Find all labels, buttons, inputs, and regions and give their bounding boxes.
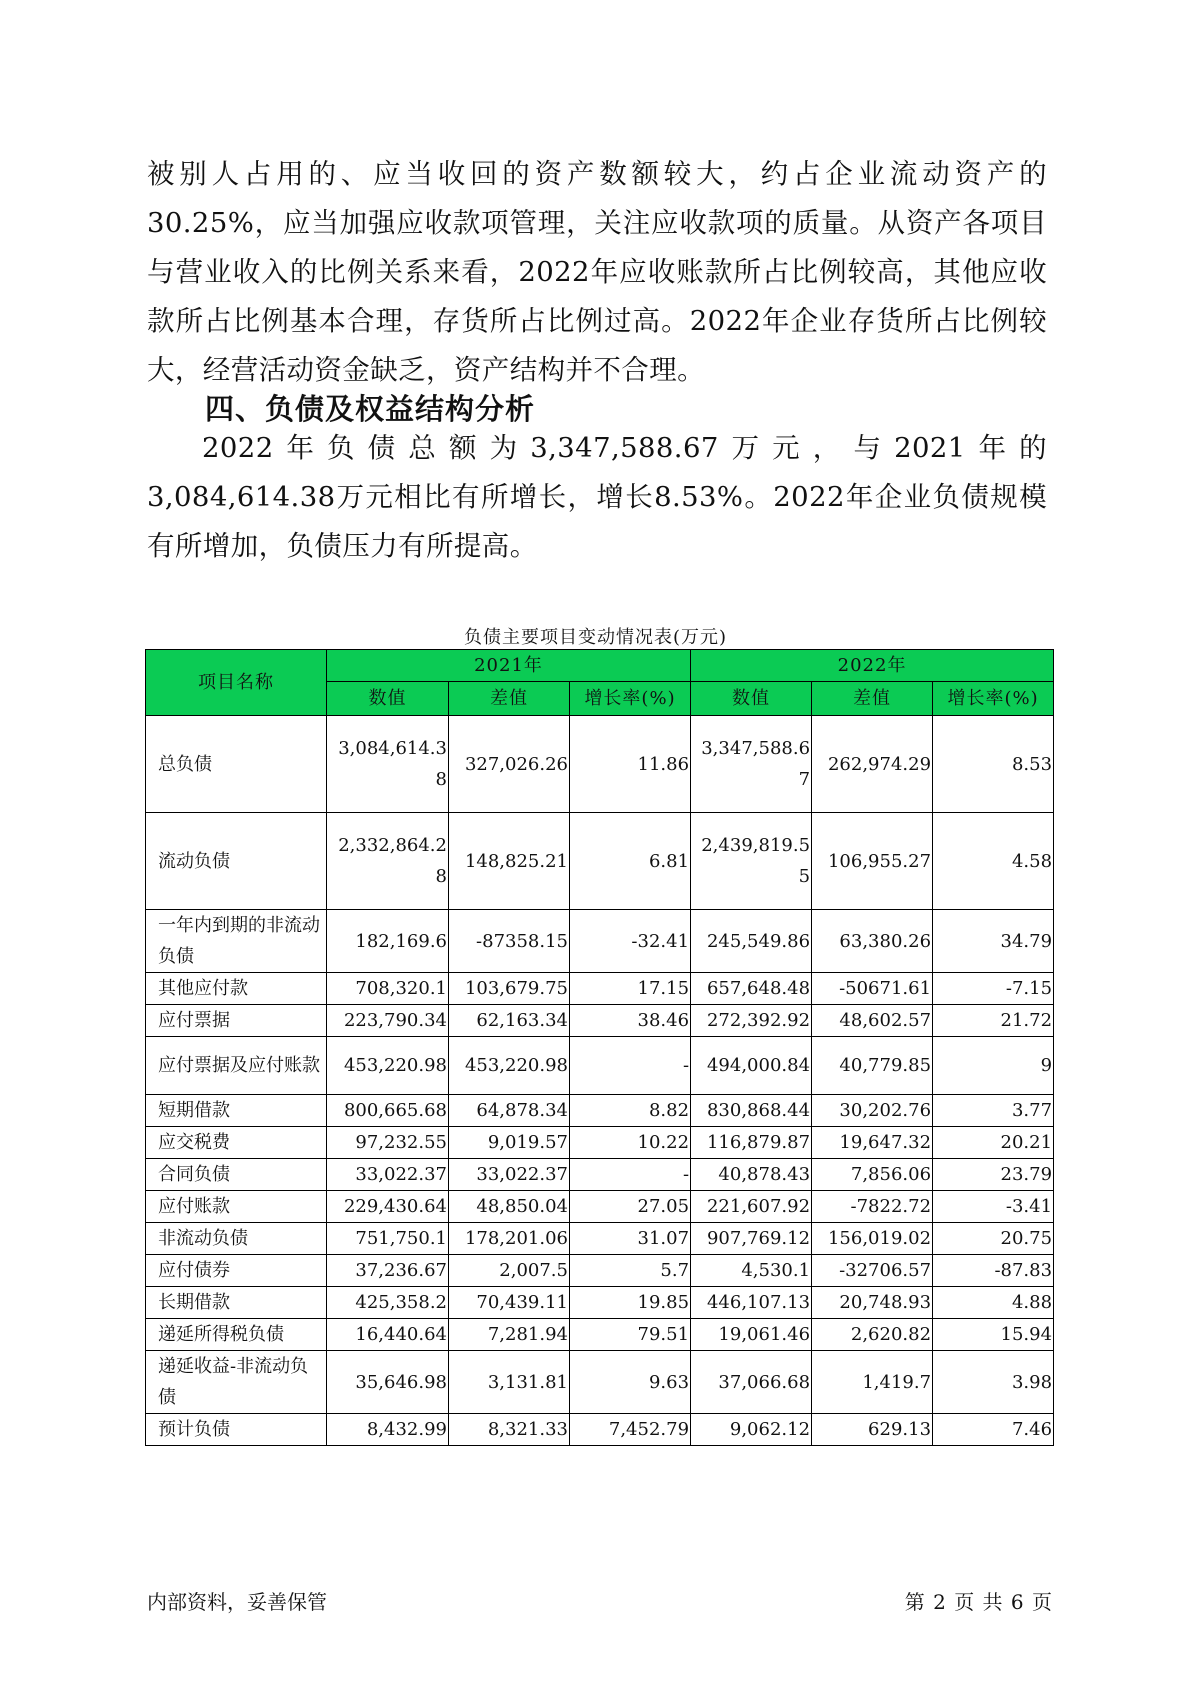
cell-diff-2021: 178,201.06 (449, 1223, 570, 1255)
cell-diff-2022: 2,620.82 (812, 1319, 933, 1351)
cell-value-2021: 37,236.67 (327, 1255, 449, 1287)
cell-value-2021: 223,790.34 (327, 1005, 449, 1037)
header-row-years (146, 650, 1054, 682)
header-value-2022: 数值 (691, 682, 812, 716)
cell-diff-2022: 20,748.93 (812, 1287, 933, 1319)
table-row (146, 1319, 1054, 1351)
table-body (146, 716, 1054, 1446)
cell-growth-2021: 19.85 (570, 1287, 691, 1319)
table-caption: 负债主要项目变动情况表(万元) (463, 627, 728, 648)
cell-growth-2022: -3.41 (933, 1191, 1054, 1223)
cell-value-2022: 446,107.13 (691, 1287, 812, 1319)
cell-diff-2022: 629.13 (812, 1414, 933, 1446)
cell-value-2021: 800,665.68 (327, 1095, 449, 1127)
footer-page-number: 第 2 页 共 6 页 (904, 1590, 1053, 1614)
cell-growth-2022: 3.77 (933, 1095, 1054, 1127)
cell-growth-2021: 9.63 (570, 1351, 691, 1414)
cell-diff-2021: 327,026.26 (449, 716, 570, 813)
cell-diff-2021: 33,022.37 (449, 1159, 570, 1191)
cell-value-2022: 830,868.44 (691, 1095, 812, 1127)
header-diff-2022: 差值 (812, 682, 933, 716)
row-item-name: 非流动负债 (146, 1223, 327, 1255)
cell-diff-2021: 62,163.34 (449, 1005, 570, 1037)
cell-growth-2021: - (570, 1159, 691, 1191)
cell-diff-2022: 156,019.02 (812, 1223, 933, 1255)
cell-value-2022: 221,607.92 (691, 1191, 812, 1223)
row-item-name: 递延所得税负债 (146, 1319, 327, 1351)
row-item-name: 递延收益-非流动负债 (146, 1351, 327, 1414)
table-row (146, 1127, 1054, 1159)
header-year-2022: 2022年 (691, 650, 1054, 682)
cell-growth-2022: 3.98 (933, 1351, 1054, 1414)
cell-value-2022: 9,062.12 (691, 1414, 812, 1446)
cell-growth-2022: 20.75 (933, 1223, 1054, 1255)
table-row (146, 1005, 1054, 1037)
cell-diff-2022: 19,647.32 (812, 1127, 933, 1159)
row-item-name: 流动负债 (146, 813, 327, 910)
cell-growth-2021: 8.82 (570, 1095, 691, 1127)
row-item-name: 应付票据及应付账款 (146, 1037, 327, 1095)
cell-value-2021: 453,220.98 (327, 1037, 449, 1095)
cell-growth-2022: -87.83 (933, 1255, 1054, 1287)
row-item-name: 总负债 (146, 716, 327, 813)
cell-value-2022: 37,066.68 (691, 1351, 812, 1414)
cell-value-2022: 19,061.46 (691, 1319, 812, 1351)
row-item-name: 应付票据 (146, 1005, 327, 1037)
row-item-name: 长期借款 (146, 1287, 327, 1319)
cell-diff-2022: -7822.72 (812, 1191, 933, 1223)
cell-growth-2022: 4.88 (933, 1287, 1054, 1319)
cell-value-2022: 494,000.84 (691, 1037, 812, 1095)
cell-diff-2022: 63,380.26 (812, 910, 933, 973)
table-row (146, 813, 1054, 910)
cell-value-2021: 97,232.55 (327, 1127, 449, 1159)
cell-diff-2021: 103,679.75 (449, 973, 570, 1005)
table-row (146, 1351, 1054, 1414)
cell-value-2022: 657,648.48 (691, 973, 812, 1005)
cell-growth-2021: 10.22 (570, 1127, 691, 1159)
table-row (146, 1095, 1054, 1127)
cell-growth-2022: 23.79 (933, 1159, 1054, 1191)
cell-value-2022: 4,530.1 (691, 1255, 812, 1287)
paragraph-asset-structure: 被别人占用的、应当收回的资产数额较大，约占企业流动资产的30.25%，应当加强应收款项管理，关注应收款项的质量。从资产各项目与营业收入的比例关系来看，2022年应收账款所占比例较高，其他应收款所占比例基本合理，存货所占比例过高。2022年企业存货所占比例较大，经营活动资金缺乏，资产结构并不合理。 (147, 158, 1047, 386)
cell-value-2022: 272,392.92 (691, 1005, 812, 1037)
table-row (146, 1414, 1054, 1446)
cell-growth-2022: 20.21 (933, 1127, 1054, 1159)
row-item-name: 预计负债 (146, 1414, 327, 1446)
cell-growth-2021: 11.86 (570, 716, 691, 813)
row-item-name: 应付账款 (146, 1191, 327, 1223)
cell-diff-2022: 30,202.76 (812, 1095, 933, 1127)
row-item-name: 其他应付款 (146, 973, 327, 1005)
footer-confidential-note: 内部资料，妥善保管 (147, 1590, 327, 1614)
cell-value-2022: 245,549.86 (691, 910, 812, 973)
cell-growth-2022: 7.46 (933, 1414, 1054, 1446)
cell-value-2022: 907,769.12 (691, 1223, 812, 1255)
cell-growth-2021: 79.51 (570, 1319, 691, 1351)
table-row (146, 1223, 1054, 1255)
cell-value-2022: 40,878.43 (691, 1159, 812, 1191)
cell-growth-2021: 5.7 (570, 1255, 691, 1287)
cell-growth-2022: -7.15 (933, 973, 1054, 1005)
cell-value-2021: 751,750.1 (327, 1223, 449, 1255)
cell-diff-2021: 64,878.34 (449, 1095, 570, 1127)
cell-value-2022: 3,347,588.67 (691, 716, 812, 813)
cell-diff-2022: 1,419.7 (812, 1351, 933, 1414)
cell-value-2021: 16,440.64 (327, 1319, 449, 1351)
cell-value-2021: 33,022.37 (327, 1159, 449, 1191)
cell-value-2021: 425,358.2 (327, 1287, 449, 1319)
cell-value-2022: 116,879.87 (691, 1127, 812, 1159)
cell-value-2021: 3,084,614.38 (327, 716, 449, 813)
cell-diff-2022: 40,779.85 (812, 1037, 933, 1095)
cell-value-2021: 229,430.64 (327, 1191, 449, 1223)
cell-diff-2021: 453,220.98 (449, 1037, 570, 1095)
cell-diff-2021: 8,321.33 (449, 1414, 570, 1446)
header-growth-2021: 增长率(%) (570, 682, 691, 716)
cell-growth-2021: 7,452.79 (570, 1414, 691, 1446)
cell-value-2021: 182,169.6 (327, 910, 449, 973)
cell-diff-2021: -87358.15 (449, 910, 570, 973)
cell-value-2021: 2,332,864.28 (327, 813, 449, 910)
cell-growth-2021: 6.81 (570, 813, 691, 910)
cell-value-2021: 35,646.98 (327, 1351, 449, 1414)
cell-diff-2021: 48,850.04 (449, 1191, 570, 1223)
cell-diff-2022: 7,856.06 (812, 1159, 933, 1191)
row-item-name: 应付债券 (146, 1255, 327, 1287)
table-row (146, 1191, 1054, 1223)
section-heading: 四、负债及权益结构分析 (205, 392, 536, 426)
cell-growth-2022: 4.58 (933, 813, 1054, 910)
row-item-name: 一年内到期的非流动负债 (146, 910, 327, 973)
cell-growth-2021: - (570, 1037, 691, 1095)
cell-growth-2022: 15.94 (933, 1319, 1054, 1351)
cell-diff-2021: 70,439.11 (449, 1287, 570, 1319)
paragraph-liability-summary: 2022年负债总额为3,347,588.67万元，与2021年的3,084,614.38万元相比有所增长，增长8.53%。2022年企业负债规模有所增加，负债压力有所提高。 (147, 432, 1047, 562)
cell-diff-2021: 7,281.94 (449, 1319, 570, 1351)
table-row (146, 1255, 1054, 1287)
cell-growth-2022: 9 (933, 1037, 1054, 1095)
cell-growth-2021: -32.41 (570, 910, 691, 973)
header-year-2021: 2021年 (327, 650, 691, 682)
liability-table (145, 649, 1054, 1446)
cell-diff-2022: 48,602.57 (812, 1005, 933, 1037)
header-item-name: 项目名称 (146, 650, 327, 716)
row-item-name: 短期借款 (146, 1095, 327, 1127)
header-growth-2022: 增长率(%) (933, 682, 1054, 716)
table-row (146, 1159, 1054, 1191)
cell-growth-2021: 27.05 (570, 1191, 691, 1223)
cell-diff-2021: 3,131.81 (449, 1351, 570, 1414)
header-diff-2021: 差值 (449, 682, 570, 716)
cell-diff-2022: -50671.61 (812, 973, 933, 1005)
cell-growth-2021: 31.07 (570, 1223, 691, 1255)
cell-diff-2021: 148,825.21 (449, 813, 570, 910)
row-item-name: 应交税费 (146, 1127, 327, 1159)
table-row (146, 716, 1054, 813)
table-row (146, 1287, 1054, 1319)
cell-value-2021: 708,320.1 (327, 973, 449, 1005)
header-value-2021: 数值 (327, 682, 449, 716)
table-row (146, 973, 1054, 1005)
cell-growth-2022: 8.53 (933, 716, 1054, 813)
cell-value-2021: 8,432.99 (327, 1414, 449, 1446)
cell-diff-2022: -32706.57 (812, 1255, 933, 1287)
table-row (146, 1037, 1054, 1095)
cell-diff-2021: 9,019.57 (449, 1127, 570, 1159)
cell-growth-2021: 38.46 (570, 1005, 691, 1037)
cell-growth-2021: 17.15 (570, 973, 691, 1005)
table-row (146, 910, 1054, 973)
cell-diff-2021: 2,007.5 (449, 1255, 570, 1287)
cell-diff-2022: 106,955.27 (812, 813, 933, 910)
cell-growth-2022: 21.72 (933, 1005, 1054, 1037)
row-item-name: 合同负债 (146, 1159, 327, 1191)
cell-value-2022: 2,439,819.55 (691, 813, 812, 910)
cell-diff-2022: 262,974.29 (812, 716, 933, 813)
cell-growth-2022: 34.79 (933, 910, 1054, 973)
